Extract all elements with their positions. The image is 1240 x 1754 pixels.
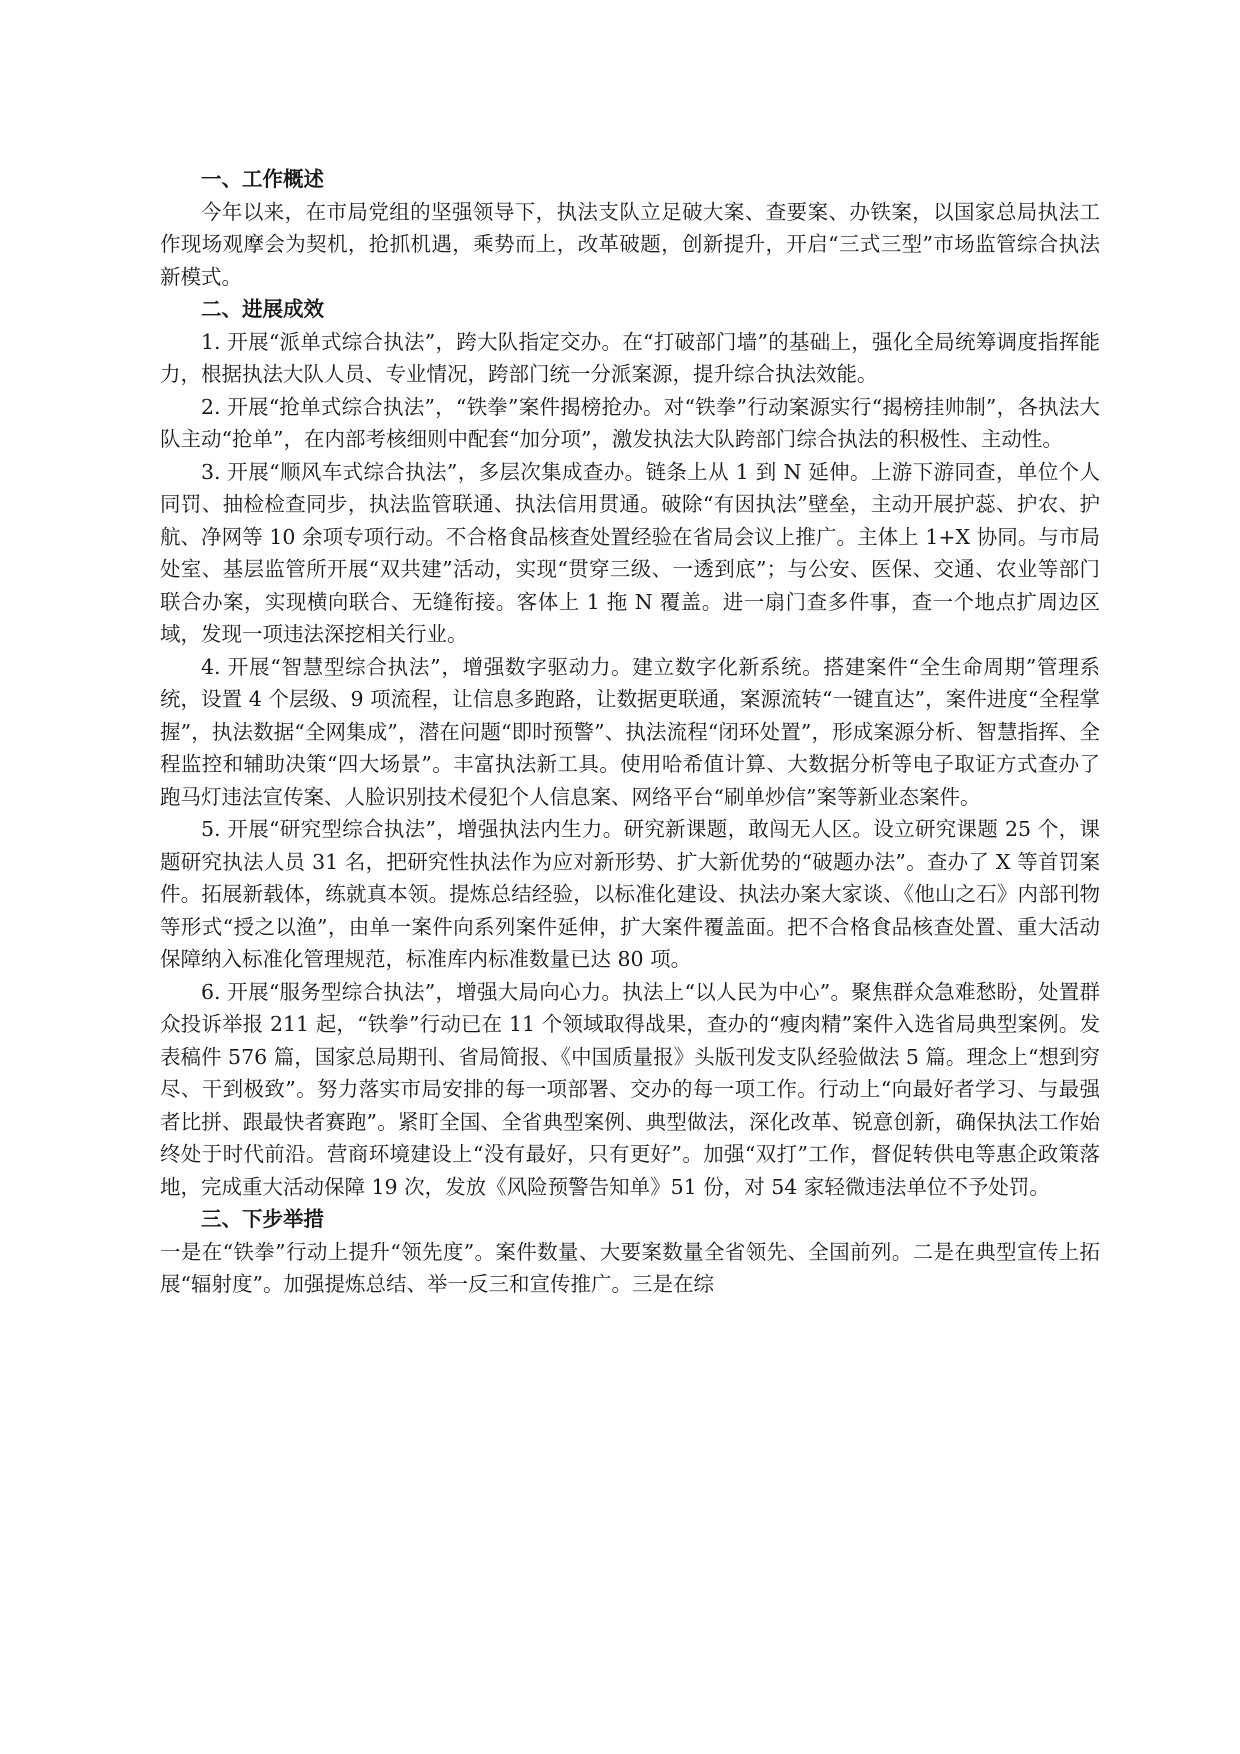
section-heading-next-steps: 三、下步举措 [201,1207,324,1231]
progress-item-6: 6. 开展“服务型综合执法”，增强大局向心力。执法上“以人民为中心”。聚焦群众急难愁盼，处置群众投诉举报 211 起，“铁拳”行动已在 11 个领域取得战果，查办的“瘦肉精”案件入选省局典型案例。发表稿件 576 篇，国家总局期刊、省局简报、《中国质量报》头版刊发支队经验做法 5 篇。理念上“想到穷尽、干到极致”。努力落实市局安排的每一项部署、交办的每一项工作。行动上“向最好者学习、与最强者比拼、跟最快者赛跑”。紧盯全国、全省典型案例、典型做法，深化改革、锐意创新，确保执法工作始终处于时代前沿。营商环境建设上“没有最好，只有更好”。加强“双打”工作，督促转供电等惠企政策落地，完成重大活动保障 19 次，发放《风险预警告知单》51 份，对 54 家轻微违法单位不予处罚。 [160,979,1100,1199]
overview-paragraph: 今年以来，在市局党组的坚强领导下，执法支队立足破大案、查要案、办铁案，以国家总局执法工作现场观摩会为契机，抢抓机遇，乘势而上，改革破题，创新提升，开启“三式三型”市场监管综合执法新模式。 [160,199,1100,289]
progress-item-1: 1. 开展“派单式综合执法”，跨大队指定交办。在“打破部门墙”的基础上，强化全局统筹调度指挥能力，根据执法大队人员、专业情况，跨部门统一分派案源，提升综合执法效能。 [160,329,1100,386]
next-steps-paragraph: 一是在“铁拳”行动上提升“领先度”。案件数量、大要案数量全省领先、全国前列。二是在典型宣传上拓展“辐射度”。加强提炼总结、举一反三和宣传推广。三是在综 [160,1239,1100,1296]
progress-item-3: 3. 开展“顺风车式综合执法”，多层次集成查办。链条上从 1 到 N 延伸。上游下游同查，单位个人同罚、抽检检查同步，执法监管联通、执法信用贯通。破除“有因执法”壁垒，主动开展护蕊、护农、护航、净网等 10 余项专项行动。不合格食品核查处置经验在省局会议上推广。主体上 1+X 协同。与市局处室、基层监管所开展“双共建”活动，实现“贯穿三级、一透到底”；与公安、医保、交通、农业等部门联合办案，实现横向联合、无缝衔接。客体上 1 拖 N 覆盖。进一扇门查多件事，查一个地点扩周边区域，发现一项违法深挖相关行业。 [160,459,1100,646]
progress-item-5: 5. 开展“研究型综合执法”，增强执法内生力。研究新课题，敢闯无人区。设立研究课题 25 个，课题研究执法人员 31 名，把研究性执法作为应对新形势、扩大新优势的“破题办法”。查办了 X 等首罚案件。拓展新载体，练就真本领。提炼总结经验，以标准化建设、执法办案大家谈、《他山之石》内部刊物等形式“授之以渔”，由单一案件向系列案件延伸，扩大案件覆盖面。把不合格食品核查处置、重大活动保障纳入标准化管理规范，标准库内标准数量已达 80 项。 [160,817,1101,971]
section-heading-overview: 一、工作概述 [201,167,324,191]
progress-item-2: 2. 开展“抢单式综合执法”，“铁拳”案件揭榜抢办。对“铁拳”行动案源实行“揭榜挂帅制”，各执法大队主动“抢单”，在内部考核细则中配套“加分项”，激发执法大队跨部门综合执法的积极性、主动性。 [160,394,1100,451]
document-page [160,163,1100,1301]
progress-item-4: 4. 开展“智慧型综合执法”，增强数字驱动力。建立数字化新系统。搭建案件“全生命周期”管理系统，设置 4 个层级、9 项流程，让信息多跑路，让数据更联通，案源流转“一键直达”，案件进度“全程掌握”，执法数据“全网集成”，潜在问题“即时预警”、执法流程“闭环处置”，形成案源分析、智慧指挥、全程监控和辅助决策“四大场景”。丰富执法新工具。使用哈希值计算、大数据分析等电子取证方式查办了跑马灯违法宣传案、人脸识别技术侵犯个人信息案、网络平台“刷单炒信”案等新业态案件。 [160,654,1100,809]
section-heading-progress: 二、进展成效 [201,297,324,321]
